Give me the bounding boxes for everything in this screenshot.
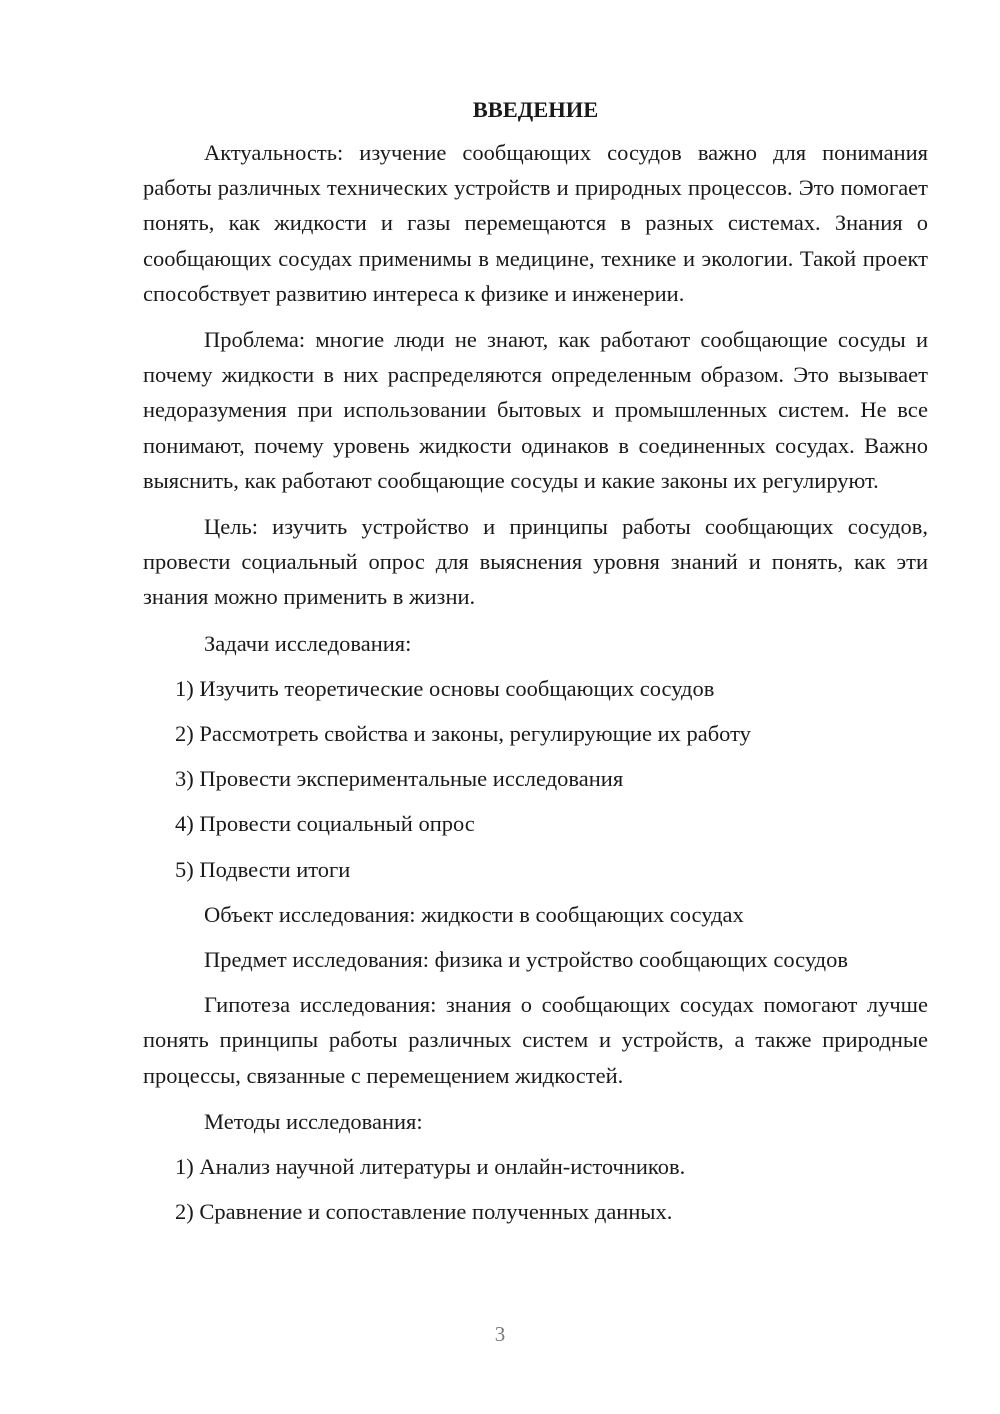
page-title: ВВЕДЕНИЕ	[472, 97, 599, 122]
document-page	[143, 95, 928, 1239]
list-item: 5) Подвести итоги	[175, 856, 351, 882]
methods-heading: Методы исследования:	[204, 1108, 423, 1134]
list-item: 1) Изучить теоретические основы сообщающих сосудов	[175, 675, 715, 701]
research-object: Объект исследования: жидкости в сообщающих сосудах	[204, 901, 744, 927]
methods-list	[143, 1149, 928, 1229]
relevance-paragraph: Актуальность: изучение сообщающих сосудов важно для понимания работы различных технических устройств и природных процессов. Это помогает понять, как жидкости и газы перемещаются в разных системах. Знания о сообщающих сосудах применимы в медицине, технике и экологии. Такой проект способствует развитию интереса к физике и инженерии.	[143, 140, 928, 306]
hypothesis-paragraph: Гипотеза исследования: знания о сообщающих сосудах помогают лучше понять принципы работы различных систем и устройств, а также природные процессы, связанные с перемещением жидкостей.	[143, 992, 928, 1088]
research-subject: Предмет исследования: физика и устройство сообщающих сосудов	[204, 947, 848, 973]
goal-paragraph: Цель: изучить устройство и принципы работы сообщающих сосудов, провести социальный опрос для выяснения уровня знаний и понять, как эти знания можно применить в жизни.	[143, 514, 928, 610]
tasks-list	[143, 671, 928, 887]
problem-paragraph: Проблема: многие люди не знают, как работают сообщающие сосуды и почему жидкости в них распределяются определенным образом. Это вызывает недоразумения при использовании бытовых и промышленных систем. Не все понимают, почему уровень жидкости одинаков в соединенных сосудах. Важно выяснить, как работают сообщающие сосуды и какие законы их регулируют.	[143, 327, 928, 493]
list-item: 2) Рассмотреть свойства и законы, регулирующие их работу	[175, 721, 751, 747]
list-item: 4) Провести социальный опрос	[175, 811, 475, 837]
tasks-heading: Задачи исследования:	[204, 630, 412, 656]
list-item: 3) Провести экспериментальные исследования	[175, 766, 624, 792]
page-number: 3	[494, 1322, 506, 1346]
list-item: 1) Анализ научной литературы и онлайн-источников.	[175, 1154, 686, 1180]
list-item: 2) Сравнение и сопоставление полученных данных.	[175, 1199, 673, 1225]
